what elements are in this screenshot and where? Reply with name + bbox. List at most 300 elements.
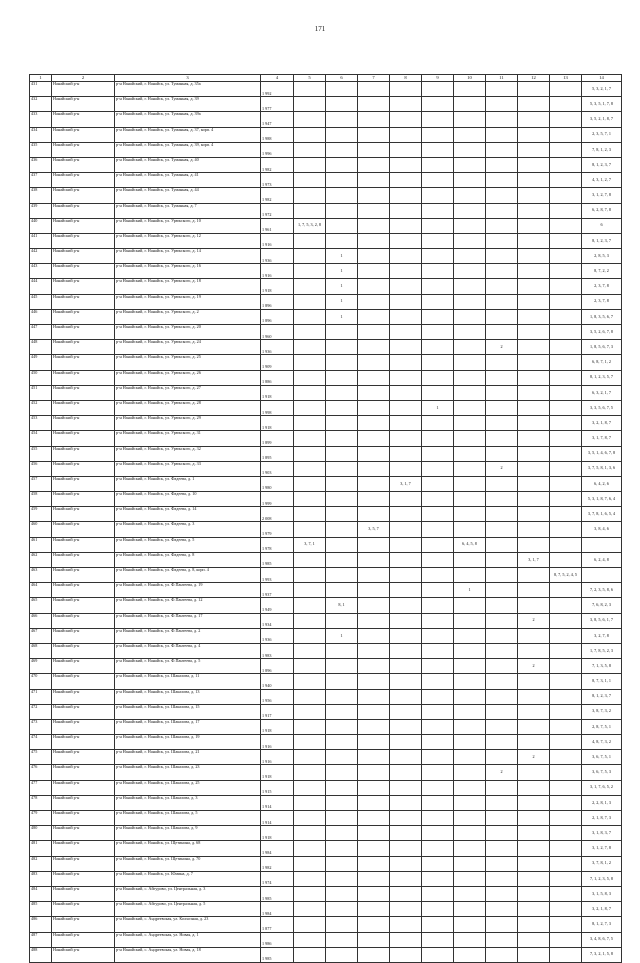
table-cell: 8, 7, 2, 2 bbox=[582, 264, 622, 279]
table-cell bbox=[390, 461, 422, 476]
table-cell: 1 916 bbox=[261, 264, 294, 279]
table-row bbox=[30, 947, 622, 962]
table-cell bbox=[486, 416, 518, 431]
table-cell bbox=[294, 811, 326, 826]
table-cell: 1 918 bbox=[261, 765, 294, 780]
table-cell bbox=[422, 476, 454, 491]
table-cell bbox=[582, 568, 622, 583]
table-cell bbox=[486, 795, 518, 810]
table-row bbox=[30, 522, 622, 537]
table-cell bbox=[550, 628, 582, 643]
table-cell: 3, 2, 1, 8, 7 bbox=[582, 902, 622, 917]
column-header: 2 bbox=[52, 75, 115, 82]
table-cell bbox=[294, 856, 326, 871]
table-cell bbox=[422, 643, 454, 658]
column-header: 9 bbox=[422, 75, 454, 82]
table-cell bbox=[518, 522, 550, 537]
table-cell: 1 914 bbox=[261, 795, 294, 810]
table-cell: 3, 5, 7 bbox=[358, 522, 390, 537]
table-cell: 1, 8, 5, 6, 7, 3 bbox=[582, 340, 622, 355]
table-cell bbox=[486, 492, 518, 507]
table-cell bbox=[390, 112, 422, 127]
table-cell bbox=[486, 476, 518, 491]
table-cell bbox=[454, 780, 486, 795]
table-cell bbox=[454, 492, 486, 507]
table-cell: р-н Нанайский, г. Нанайск, ул. Фадеева, д. 8, корп. 4 bbox=[115, 568, 261, 583]
table-cell: Нанайский р-н bbox=[52, 157, 115, 172]
table-row bbox=[30, 583, 622, 598]
table-cell: 1 977 bbox=[261, 97, 294, 112]
table-cell bbox=[294, 309, 326, 324]
table-cell: 442 bbox=[30, 249, 52, 264]
table-row bbox=[30, 628, 622, 643]
table-cell bbox=[550, 476, 582, 491]
table-cell bbox=[454, 568, 486, 583]
table-row bbox=[30, 142, 622, 157]
table-cell: Нанайский р-н bbox=[52, 932, 115, 947]
table-cell bbox=[294, 97, 326, 112]
table-cell: Нанайский р-н bbox=[52, 750, 115, 765]
table-cell bbox=[390, 264, 422, 279]
table-cell bbox=[486, 537, 518, 552]
table-cell: р-н Нанайский, г. Нанайск, ул. Ф.Пантеева, д. 17 bbox=[115, 613, 261, 628]
table-cell bbox=[422, 613, 454, 628]
table-cell bbox=[518, 446, 550, 461]
table-cell bbox=[390, 750, 422, 765]
table-cell bbox=[326, 886, 358, 901]
table-cell bbox=[422, 552, 454, 567]
table-cell bbox=[518, 674, 550, 689]
table-cell: 1 bbox=[326, 264, 358, 279]
table-cell bbox=[326, 552, 358, 567]
table-cell: 3, 3, 5, 6, 7, 5 bbox=[582, 400, 622, 415]
table-cell: 5, 3, 2, 1, 7 bbox=[582, 82, 622, 97]
table-cell bbox=[294, 583, 326, 598]
table-cell bbox=[518, 142, 550, 157]
table-cell bbox=[518, 643, 550, 658]
table-cell: Нанайский р-н bbox=[52, 871, 115, 886]
table-cell bbox=[422, 385, 454, 400]
table-cell bbox=[390, 325, 422, 340]
table-cell bbox=[422, 97, 454, 112]
table-cell bbox=[454, 811, 486, 826]
table-cell bbox=[550, 674, 582, 689]
column-header: 13 bbox=[550, 75, 582, 82]
table-cell: 1 984 bbox=[261, 902, 294, 917]
table-cell bbox=[326, 112, 358, 127]
table-cell bbox=[422, 598, 454, 613]
table-cell bbox=[326, 947, 358, 962]
table-cell: Нанайский р-н bbox=[52, 173, 115, 188]
table-cell: р-н Нанайский, г. Нанайск, ул. Ф.Пантеева, д. 4 bbox=[115, 643, 261, 658]
table-cell bbox=[550, 613, 582, 628]
table-cell bbox=[326, 157, 358, 172]
table-cell: 484 bbox=[30, 886, 52, 901]
table-row bbox=[30, 461, 622, 476]
table-cell bbox=[454, 385, 486, 400]
table-cell: 1 bbox=[326, 249, 358, 264]
table-cell bbox=[358, 811, 390, 826]
table-row bbox=[30, 917, 622, 932]
table-cell: 1 936 bbox=[261, 628, 294, 643]
table-cell: Нанайский р-н bbox=[52, 583, 115, 598]
table-cell: 1 877 bbox=[261, 917, 294, 932]
table-cell bbox=[422, 902, 454, 917]
table-cell: 1 940 bbox=[261, 674, 294, 689]
table-cell: 454 bbox=[30, 431, 52, 446]
table-cell bbox=[294, 704, 326, 719]
table-cell: р-н Нанайский, г. Нанайск, ул. Туманная, д. 40 bbox=[115, 157, 261, 172]
table-cell: 432 bbox=[30, 97, 52, 112]
table-cell: Нанайский р-н bbox=[52, 780, 115, 795]
table-cell bbox=[358, 780, 390, 795]
column-header: 3 bbox=[115, 75, 261, 82]
table-cell: 448 bbox=[30, 340, 52, 355]
table-cell: р-н Нанайский, с. Айгурово, ул. Центральная, д. 3 bbox=[115, 886, 261, 901]
table-cell: Нанайский р-н bbox=[52, 552, 115, 567]
table-cell bbox=[518, 461, 550, 476]
table-cell: Нанайский р-н bbox=[52, 203, 115, 218]
table-cell bbox=[358, 735, 390, 750]
table-cell bbox=[550, 218, 582, 233]
table-cell bbox=[390, 218, 422, 233]
table-cell bbox=[486, 750, 518, 765]
table-cell bbox=[550, 750, 582, 765]
table-header-row bbox=[30, 75, 622, 82]
table-cell bbox=[454, 249, 486, 264]
table-cell: 3, 2, 7, 8 bbox=[582, 628, 622, 643]
table-cell bbox=[518, 309, 550, 324]
table-row bbox=[30, 886, 622, 901]
table-cell: 2, 3, 5, 7, 1 bbox=[582, 127, 622, 142]
table-cell: 2 bbox=[518, 613, 550, 628]
table-cell: 2 bbox=[486, 461, 518, 476]
table-cell bbox=[454, 598, 486, 613]
table-cell bbox=[390, 613, 422, 628]
table-cell bbox=[550, 659, 582, 674]
table-row bbox=[30, 127, 622, 142]
table-cell: Нанайский р-н bbox=[52, 522, 115, 537]
table-cell bbox=[550, 689, 582, 704]
table-cell: 3, 1, 5, 8, 3 bbox=[582, 886, 622, 901]
table-cell: р-н Нанайский, г. Нанайск, ул. Шакалова, д. 17 bbox=[115, 719, 261, 734]
table-cell bbox=[486, 112, 518, 127]
table-cell bbox=[326, 522, 358, 537]
table-cell bbox=[358, 492, 390, 507]
table-cell bbox=[550, 97, 582, 112]
table-cell bbox=[390, 233, 422, 248]
table-cell: 434 bbox=[30, 127, 52, 142]
table-cell: р-н Нанайский, г. Нанайск, ул. Фадеева, д. 8 bbox=[115, 552, 261, 567]
table-cell: 7, 1, 2, 3, 5, 8 bbox=[582, 871, 622, 886]
table-cell: Нанайский р-н bbox=[52, 841, 115, 856]
table-cell bbox=[486, 203, 518, 218]
table-cell bbox=[358, 400, 390, 415]
table-cell: р-н Нанайский, г. Нанайск, ул. Шакалова, д. 23 bbox=[115, 765, 261, 780]
table-cell: 3, 1, 7, 6, 5, 2 bbox=[582, 780, 622, 795]
table-cell bbox=[294, 370, 326, 385]
table-cell bbox=[518, 416, 550, 431]
table-cell: Нанайский р-н bbox=[52, 400, 115, 415]
table-cell: 3, 2, 1, 8, 7 bbox=[582, 416, 622, 431]
table-cell bbox=[518, 188, 550, 203]
table-cell bbox=[390, 598, 422, 613]
table-cell: 8, 1, 2, 7, 3 bbox=[582, 917, 622, 932]
table-cell: 436 bbox=[30, 157, 52, 172]
table-cell: 6, 4, 2, 6 bbox=[582, 476, 622, 491]
table-row bbox=[30, 249, 622, 264]
table-cell bbox=[454, 856, 486, 871]
table-row bbox=[30, 416, 622, 431]
table-row bbox=[30, 431, 622, 446]
table-cell bbox=[454, 97, 486, 112]
table-cell bbox=[518, 400, 550, 415]
table-cell: Нанайский р-н bbox=[52, 188, 115, 203]
table-cell bbox=[390, 340, 422, 355]
table-cell: 477 bbox=[30, 780, 52, 795]
table-cell bbox=[550, 643, 582, 658]
table-row bbox=[30, 188, 622, 203]
table-cell: 472 bbox=[30, 704, 52, 719]
table-cell: 3, 1, 7, 8, 7 bbox=[582, 431, 622, 446]
table-cell bbox=[550, 871, 582, 886]
table-cell: р-н Нанайский, г. Нанайск, ул. Шакалова, д. 3 bbox=[115, 795, 261, 810]
table-cell: 3, 1, 8, 3, 7 bbox=[582, 826, 622, 841]
table-cell: 1, 7, 5, 3, 2, 8 bbox=[294, 218, 326, 233]
table-cell bbox=[358, 659, 390, 674]
table-cell: 3, 1, 2, 7, 8 bbox=[582, 841, 622, 856]
table-row bbox=[30, 856, 622, 871]
table-cell bbox=[550, 249, 582, 264]
table-cell bbox=[454, 264, 486, 279]
table-cell bbox=[390, 765, 422, 780]
table-cell: 1 896 bbox=[261, 659, 294, 674]
table-row bbox=[30, 400, 622, 415]
table-cell bbox=[486, 446, 518, 461]
table-cell bbox=[550, 765, 582, 780]
table-cell: 5, 3, 1, 8, 7, 6, 4 bbox=[582, 492, 622, 507]
table-cell: р-н Нанайский, с. Андреевская, ул. Новая, д. 1 bbox=[115, 932, 261, 947]
table-cell bbox=[294, 886, 326, 901]
table-cell bbox=[390, 628, 422, 643]
table-cell bbox=[358, 385, 390, 400]
table-row bbox=[30, 476, 622, 491]
table-cell bbox=[454, 917, 486, 932]
table-cell: 1 934 bbox=[261, 613, 294, 628]
table-cell: р-н Нанайский, г. Нанайск, ул. Туманная, д. 39 bbox=[115, 97, 261, 112]
table-cell: р-н Нанайский, с. Андреевская, ул. Колхозная, д. 23 bbox=[115, 917, 261, 932]
table-cell bbox=[550, 537, 582, 552]
table-cell: 1 915 bbox=[261, 780, 294, 795]
table-cell bbox=[390, 127, 422, 142]
table-cell bbox=[454, 446, 486, 461]
table-cell bbox=[358, 902, 390, 917]
table-cell bbox=[518, 355, 550, 370]
table-cell: 8, 1, 2, 3, 5, 7 bbox=[582, 370, 622, 385]
table-cell: 1, 8, 3, 5, 6, 7 bbox=[582, 309, 622, 324]
table-row bbox=[30, 492, 622, 507]
table-cell bbox=[486, 719, 518, 734]
table-cell: р-н Нанайский, г. Нанайск, ул. Урюкского, д. 20 bbox=[115, 325, 261, 340]
table-cell bbox=[422, 917, 454, 932]
table-cell bbox=[486, 400, 518, 415]
table-cell bbox=[422, 173, 454, 188]
table-cell: 6, 2, 4, 8 bbox=[582, 552, 622, 567]
table-row bbox=[30, 82, 622, 97]
table-cell: 3, 6, 7, 5, 3 bbox=[582, 765, 622, 780]
table-cell bbox=[486, 886, 518, 901]
table-cell: р-н Нанайский, г. Нанайск, ул. Туманная, д. 35а bbox=[115, 82, 261, 97]
table-cell bbox=[358, 765, 390, 780]
table-cell: 1 978 bbox=[261, 537, 294, 552]
table-cell: Нанайский р-н bbox=[52, 233, 115, 248]
table-cell: Нанайский р-н bbox=[52, 340, 115, 355]
table-row bbox=[30, 355, 622, 370]
table-cell bbox=[390, 309, 422, 324]
table-cell: 1 918 bbox=[261, 826, 294, 841]
table-row bbox=[30, 507, 622, 522]
table-cell bbox=[486, 704, 518, 719]
table-cell bbox=[518, 765, 550, 780]
table-cell: 1 984 bbox=[261, 841, 294, 856]
table-cell bbox=[390, 507, 422, 522]
table-cell bbox=[358, 233, 390, 248]
table-cell bbox=[390, 294, 422, 309]
table-cell: 1 914 bbox=[261, 811, 294, 826]
table-row bbox=[30, 279, 622, 294]
table-cell: р-н Нанайский, г. Нанайск, ул. Туманная, д. 39а bbox=[115, 112, 261, 127]
table-cell bbox=[518, 127, 550, 142]
table-cell bbox=[550, 552, 582, 567]
table-cell bbox=[422, 689, 454, 704]
table-cell bbox=[358, 841, 390, 856]
table-cell bbox=[358, 82, 390, 97]
table-cell bbox=[454, 841, 486, 856]
table-cell bbox=[358, 856, 390, 871]
table-cell bbox=[550, 826, 582, 841]
table-row bbox=[30, 598, 622, 613]
table-cell bbox=[454, 552, 486, 567]
table-cell: Нанайский р-н bbox=[52, 279, 115, 294]
table-cell bbox=[518, 340, 550, 355]
column-header: 8 bbox=[390, 75, 422, 82]
table-row bbox=[30, 552, 622, 567]
table-cell: 1 917 bbox=[261, 704, 294, 719]
table-cell bbox=[422, 127, 454, 142]
table-row bbox=[30, 765, 622, 780]
table-cell bbox=[486, 355, 518, 370]
table-cell bbox=[550, 325, 582, 340]
table-cell: Нанайский р-н bbox=[52, 309, 115, 324]
table-cell bbox=[390, 522, 422, 537]
table-cell bbox=[486, 689, 518, 704]
table-row bbox=[30, 309, 622, 324]
table-cell bbox=[294, 689, 326, 704]
table-cell bbox=[550, 385, 582, 400]
table-cell bbox=[358, 917, 390, 932]
table-cell bbox=[486, 871, 518, 886]
table-cell: 1 937 bbox=[261, 583, 294, 598]
table-cell: 3, 8, 7, 3, 2 bbox=[582, 704, 622, 719]
table-cell bbox=[454, 400, 486, 415]
table-cell: 461 bbox=[30, 537, 52, 552]
table-cell bbox=[326, 416, 358, 431]
table-cell bbox=[326, 400, 358, 415]
table-cell bbox=[358, 795, 390, 810]
table-row bbox=[30, 568, 622, 583]
table-cell bbox=[518, 157, 550, 172]
table-cell bbox=[358, 568, 390, 583]
table-cell bbox=[454, 689, 486, 704]
table-cell: Нанайский р-н bbox=[52, 249, 115, 264]
table-cell: 7, 1, 3, 5, 8 bbox=[582, 659, 622, 674]
table-cell bbox=[294, 841, 326, 856]
table-cell bbox=[550, 173, 582, 188]
table-cell bbox=[326, 476, 358, 491]
table-cell bbox=[326, 492, 358, 507]
table-cell bbox=[294, 294, 326, 309]
table-cell bbox=[294, 492, 326, 507]
table-cell bbox=[518, 249, 550, 264]
table-cell: 440 bbox=[30, 218, 52, 233]
table-cell bbox=[518, 537, 550, 552]
table-cell bbox=[550, 355, 582, 370]
table-cell bbox=[390, 917, 422, 932]
table-cell: 6, 3, 2, 1, 7 bbox=[582, 385, 622, 400]
table-cell bbox=[422, 279, 454, 294]
table-cell: 3, 1, 7 bbox=[518, 552, 550, 567]
table-cell bbox=[454, 279, 486, 294]
table-cell: 3, 6, 7, 5, 1 bbox=[582, 750, 622, 765]
table-cell bbox=[486, 598, 518, 613]
table-cell bbox=[454, 947, 486, 962]
table-cell: 3, 5, 2, 1, 8, 7 bbox=[582, 112, 622, 127]
table-cell bbox=[390, 886, 422, 901]
table-cell bbox=[358, 203, 390, 218]
table-cell bbox=[550, 203, 582, 218]
table-cell: р-н Нанайский, г. Нанайск, ул. Ф.Пантеева, д. 19 bbox=[115, 583, 261, 598]
table-cell bbox=[486, 157, 518, 172]
table-cell: Нанайский р-н bbox=[52, 446, 115, 461]
table-cell bbox=[294, 142, 326, 157]
table-cell: р-н Нанайский, г. Нанайск, ул. Урюкского, д. 25 bbox=[115, 355, 261, 370]
table-cell: Нанайский р-н bbox=[52, 112, 115, 127]
table-cell bbox=[518, 856, 550, 871]
table-cell: 459 bbox=[30, 507, 52, 522]
table-cell bbox=[294, 340, 326, 355]
table-cell bbox=[390, 643, 422, 658]
table-cell bbox=[294, 203, 326, 218]
table-row bbox=[30, 750, 622, 765]
table-cell: 469 bbox=[30, 659, 52, 674]
table-cell: 1 bbox=[326, 628, 358, 643]
table-cell: Нанайский р-н bbox=[52, 917, 115, 932]
table-cell bbox=[454, 127, 486, 142]
table-cell bbox=[454, 719, 486, 734]
table-cell bbox=[518, 932, 550, 947]
table-cell: 482 bbox=[30, 856, 52, 871]
table-cell bbox=[550, 340, 582, 355]
table-cell: 464 bbox=[30, 583, 52, 598]
table-cell: р-н Нанайский, г. Нанайск, ул. Урюкского, д. 31 bbox=[115, 431, 261, 446]
table-row bbox=[30, 811, 622, 826]
table-cell: Нанайский р-н bbox=[52, 643, 115, 658]
table-cell bbox=[390, 188, 422, 203]
table-cell: 2 bbox=[518, 750, 550, 765]
table-cell bbox=[454, 704, 486, 719]
table-cell bbox=[486, 218, 518, 233]
table-cell bbox=[422, 218, 454, 233]
